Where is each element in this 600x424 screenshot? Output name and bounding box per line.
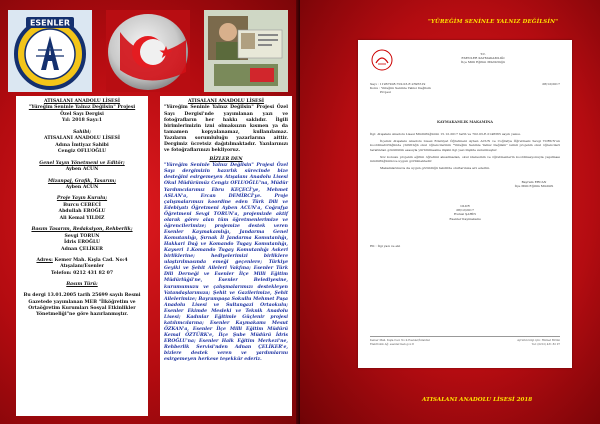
signer-name: Bayram ERCAN (521, 180, 547, 184)
imprint-magazine-type: Özel Sayı Dergisi (60, 111, 104, 117)
imprint-prep-name: Abdullah EROĞLU (58, 209, 106, 215)
project-motto: "YÜREĞİM SENİNLE YALNIZ DEĞİLSİN" (428, 19, 559, 25)
imprint-print-name: Adnan ÇELİKER (61, 246, 103, 252)
letter-head-line: T.C. (480, 52, 486, 56)
letter-attachment: EK : İlgi yazı ve eki (370, 244, 401, 248)
approval-olur: OLUR (460, 204, 470, 208)
signer-title: Esenler Kaymakamı (449, 216, 481, 221)
footer-address: Kemer Mah. Kışla Cad. No:4 Esenler/İstanbul (370, 339, 430, 342)
imprint-prep-label: Proje Yayın Kurulu; (56, 196, 108, 202)
imprint-pm-name: Ayben ACUN (65, 184, 99, 190)
imprint-gm-name: Ayben ACUN (65, 167, 99, 173)
imprint-address-label: Adres: (36, 258, 53, 264)
letter-head-line: ESENLER KAYMAKAMLIĞI (461, 56, 505, 61)
soldier-photo-icon (204, 10, 288, 92)
letter-heading: KAYMAKAMLIK MAKAMINA (436, 120, 493, 124)
imprint-owner-on-behalf: Adına İmtiyaz Sahibi (55, 142, 109, 148)
imprint-publish-type: Basım Türü: (66, 282, 98, 288)
ack-body: "Yüreğim Seninle Yalnız Değilsin" Projesi Özel Sayı dergimizin hazırlık sürecinde bize desteğini esirgemeyen Atışalanı Anadolu Lisesi Okul Müdürümüz Cengiz OFLUOĞLU'na, Müdür Yardımcılarımız Ebru KEÇECİ'ye, Mehmet ASLAN'a, Ercan DEMİRCİ'ye. Proje çalışmalarımızı koordine eden Türk Dili ve Edebiyatı Öğretmeni Ayben ACUN'a, Coğrafya Öğretmeni Sevgi TORUN'a, projemizde aktif olarak görev alan tüm öğretmenlerimize ve öğrencilerimize; projemize destek veren Esenler Kaymakamlığı, Jandarma Genel Komutanlığı, Şırnak İl Jandarma Komutanlığı, Hakkari Dağ ve Komando Tugay Komutanlığı, Kayseri 1.Komando Tugay Komutanlığı Askeri birliklerine; hediyelerimizi birliklere ulaştırılmasında emeği geçenlere; Türkiye Geyiki ve Şehit Aileleri Vakfına; Esenler Türk Dili Derneği ve Esenler İlçe Milli Eğitim Müdürlüğü'ne, Esenler Belediyesine, kurumumuzu ve çalışmalarımızı destekleyen Vatandaşlarımıza; Şehit ve Gazilerimize, Şehit Ailelerimize; Bayrampaşa Sokullu Mehmet Paşa Anadolu Lisesi ve Sultangazi Ortaokulu; Esenler Ekimde Mesleki ve Teknik Anadolu Lisesi; Kadınlar Eğitimle Güçlenir projesi katılımcılarına; Esenler Kaymakamı Mesut ÖZKAN'a, Esenler İlçe Milli Eğitim Müdürü Kemal ÖZTÜRK'e, İlçe Şube Müdürü İdris EROĞLU'na; Esenler Halk Eğitim Merkezi'ne, Rehberlik Servisi'nden Adnan ÇELİKER'e, bizlere destek veren ve yardımlarını esirgemeyen herkese teşekkür ederiz. (164, 163, 288, 363)
imprint-column (16, 96, 148, 416)
school-badge-logo (8, 10, 92, 92)
crescent-flag-logo (106, 10, 190, 92)
logo-strip (8, 10, 294, 92)
imprint-gm-label: Genel Yayın Yönetmeni ve Editör; (39, 160, 125, 166)
footer-web: Elektronik Ağ: esenler.meb.gov.tr (370, 342, 414, 346)
imprint-owner-school: ATISALANI ANADOLU LİSESİ (43, 136, 121, 142)
ack-intro: "Yüreğim Seninle Yalnız Değilsin" Projesi Özel Sayı Dergisi'nde yayımlanan yazı ve fotoğrafların her hakkı saklıdır. İlgili birimlerimizin izni olmaksızın kısmen ya da tamamen kopyalanamaz, kullanılamaz. Yazıların sorumluluğu yazarlarına aittir. Dergimiz ücretsiz dağıtılmaktadır. Yazılarınızı ve fotoğraflarınızı bekliyoruz. (164, 105, 288, 153)
letter-paragraph: Söz konusu projenin eğitim öğretimi aksatmadan, okul idaresinin ve öğretmenlerin koordinasyonuyla yapılması müdürlüğümüzce uygun görülmektedir. (370, 154, 560, 163)
ack-heading: BİZLER DEN (209, 156, 243, 162)
imprint-year-issue: Yıl: 2018 Sayı:1 (61, 118, 103, 124)
imprint-owner-label: Sahibi; (72, 129, 92, 135)
right-page (300, 0, 600, 424)
imprint-phone: Telefon: 0212 431 82 07 (50, 270, 114, 276)
letter-signer-1 (504, 180, 564, 188)
imprint-prep-name: Burcu CEBECİ (63, 202, 101, 208)
letter-konu: Konu : Yüreğim Seninle Yalnız Değilsin (370, 86, 431, 91)
letter-meta (370, 82, 560, 95)
signer-name: Hulusi ŞAHİN (453, 212, 477, 217)
signer-title: İlçe Milli Eğitim Müdürü (514, 184, 554, 189)
svg-text:ESENLER: ESENLER (29, 18, 71, 28)
letter-head-line: İlçe Milli Eğitim Müdürlüğü (461, 60, 505, 65)
imprint-legal-note: Bu dergi 13.01.2005 tarih 25699 sayılı Resmi Gazetede yayımlanan MEB "İlköğretim ve Ortaöğretim Kurumları Sosyal Etkinlikler Yönetmeliği"ne göre hazırlanmıştır. (23, 293, 141, 317)
imprint-pm-label: Mizanpaj, Grafik, Tasarım; (47, 178, 117, 184)
official-letter (358, 40, 572, 368)
school-badge-icon (8, 10, 92, 92)
imprint-school-name: ATISALANI ANADOLU LİSESİ (43, 99, 121, 104)
letter-paragraph: Makamlarınızca da uygun görüldüğü takdirde olurlarınıza arz ederim. (380, 166, 491, 171)
imprint-owner-name: Cengiz OFLUOĞLU (57, 149, 107, 155)
imprint-address: Kemer Mah. Kışla Cad. No:4 Atışalanı/Esenler (54, 258, 128, 270)
letter-konu-line2: Projesi (380, 90, 391, 95)
page-footer-title: ATISALANI ANADOLU LİSESİ 2018 (422, 397, 533, 403)
ack-school-name: ATISALANI ANADOLU LİSESİ (187, 99, 265, 104)
letter-head (388, 52, 578, 65)
letter-ilgi: İlgi: Atışalanı Anadolu Lisesi Müdürlüğünün 15.12.2017 tarih ve 702.03-E.2148365 sayılı yazısı. (370, 132, 521, 136)
footer-phone: Tel: (0212) 431 82 07 (531, 342, 560, 346)
letter-footer (370, 336, 560, 346)
imprint-prep-name: Ali Kemal YILDIZ (59, 215, 105, 221)
imprint-print-name: İdris EROĞLU (64, 240, 100, 246)
letter-sayi: Sayı : 11967208-702.03-E.2395519 (370, 82, 426, 86)
letter-body (370, 132, 560, 173)
footer-contact: Ayrıntılı bilgi için: Hizmet Birimi (517, 339, 560, 342)
letter-approval (370, 204, 560, 221)
imprint-project-title: "Yüreğim Seninle Yalnız Değilsin" Projesi (28, 105, 136, 111)
letter-date: 28/12/2017 (542, 82, 560, 86)
crescent-star-icon (106, 10, 190, 92)
soldier-photo-logo (204, 10, 288, 92)
approval-date: 28/12/2017 (456, 208, 474, 213)
letter-paragraph: İlçemiz Atışalanı Anadolu Lisesi Edebiyat Öğretmeni Ayben ACUN ve Coğrafya Öğretmeni Sevgi TORUN'un koordinatörlüğünde yürüttüğü okul öğrencilerinin "Yüreğim Seninle Yalnız Değilsin" isimli projenin okul öğrencileri tarafından gönüllülük esasıyla yürütülmesine ilişkin ilgi yazı ilişikte sunulmuştur. (370, 139, 560, 152)
imprint-print-name: Sevgi TORUN (64, 233, 100, 239)
acknowledgements-column (160, 96, 292, 416)
imprint-print-label: Basım Tasarım, Redaksiyon, Rehberlik; (31, 227, 133, 233)
